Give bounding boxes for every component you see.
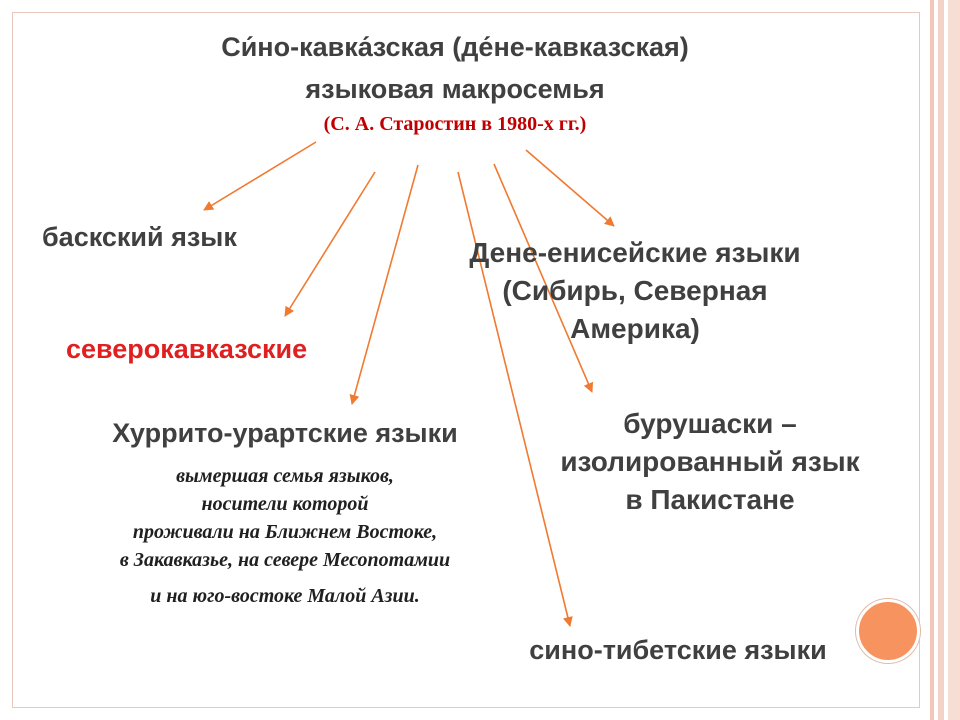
arrow-to-north-caucasian [285,172,375,316]
dene-line-2: (Сибирь, Северная [502,275,768,306]
branch-burushaski [515,405,905,519]
title-line-2: языковая макросемья [305,74,605,104]
description-line: проживали на Ближнем Востоке, [132,521,438,543]
arrow-to-basque [204,142,316,210]
branch-basque: баскский язык [42,222,237,252]
description-line: и на юго-востоке Малой Азии. [150,585,420,607]
burushaski-line-2: изолированный язык [560,446,860,477]
arrow-to-dene-yeniseian [526,150,614,226]
branch-north-caucasian: северокавказские [66,334,308,364]
dene-line-3: Америка) [570,313,700,344]
description-line: носители которой [201,493,369,515]
burushaski-line-1: бурушаски – [623,408,797,439]
description-line: вымершая семья языков, [176,465,394,487]
title-attribution: (С. А. Старостин в 1980-х гг.) [323,113,587,135]
branch-hurro-urartian: Хуррито-урартские языки [112,418,458,448]
title-line-1: Си́но-кавка́зская (де́не-кавказская) [221,32,689,62]
branch-sino-tibetan: сино-тибетские языки [529,635,827,665]
description-line: в Закавказье, на севере Месопотамии [119,549,451,571]
dene-line-1: Дене-енисейские языки [469,237,801,268]
branch-dene-yeniseian [420,234,850,348]
burushaski-line-3: в Пакистане [625,484,795,515]
hurro-urartian-description [20,462,550,610]
arrow-to-hurro-urartian [352,165,418,404]
